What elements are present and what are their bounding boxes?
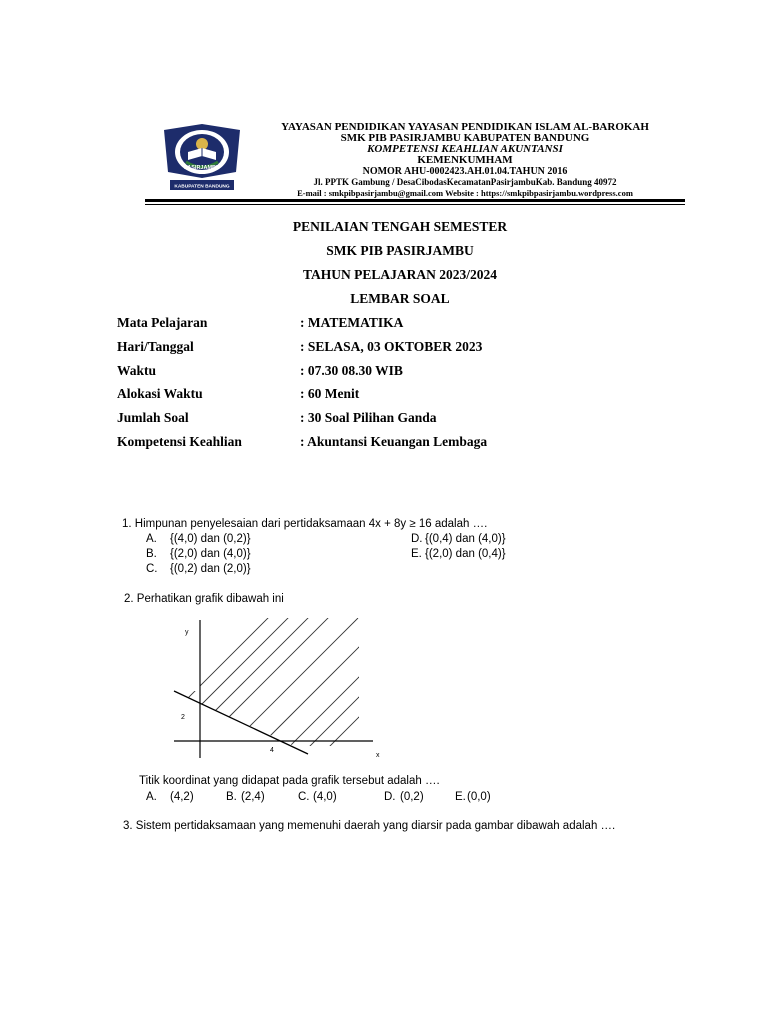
ministry: KEMENKUMHAM bbox=[417, 154, 513, 166]
y-intercept-label: 2 bbox=[181, 714, 185, 721]
option-letter: B. bbox=[146, 548, 157, 560]
option-letter: C. bbox=[146, 563, 158, 575]
option-text: {(2,0) dan (4,0)} bbox=[170, 548, 251, 560]
option-text: (4,2) bbox=[170, 791, 194, 803]
option-text: (4,0) bbox=[313, 791, 337, 803]
header-rule-thick bbox=[145, 199, 685, 202]
svg-text:PASIRJAMBU: PASIRJAMBU bbox=[184, 165, 220, 171]
x-intercept-label: 4 bbox=[270, 747, 274, 754]
meta-label: Jumlah Soal bbox=[117, 410, 189, 425]
sheet-title: LEMBAR SOAL bbox=[350, 291, 450, 306]
option-text: (0,0) bbox=[467, 791, 491, 803]
option-letter: D. bbox=[384, 791, 396, 803]
meta-value: : 07.30 08.30 WIB bbox=[300, 363, 403, 378]
option-letter: E. bbox=[455, 791, 466, 803]
option-letter: D. bbox=[411, 533, 423, 545]
foundation-name: YAYASAN PENDIDIKAN YAYASAN PENDIDIKAN ISLAM AL-BAROKAH bbox=[281, 121, 649, 133]
address: Jl. PPTK Gambung / DesaCibodasKecamatanPasirjambuKab. Bandung 40972 bbox=[313, 177, 617, 187]
x-axis-label: x bbox=[376, 752, 380, 759]
option-letter: A. bbox=[146, 533, 157, 545]
option-text: {(0,2) dan (2,0)} bbox=[170, 563, 251, 575]
y-axis-label: y bbox=[185, 629, 189, 636]
meta-value: : 30 Soal Pilihan Ganda bbox=[300, 410, 437, 425]
option-text: (2,4) bbox=[241, 791, 265, 803]
contact: E-mail : smkpibpasirjambu@gmail.com Website : https://smkpibpasirjambu.wordpress.com bbox=[297, 188, 633, 198]
option-text: (0,2) bbox=[400, 791, 424, 803]
question-3: 3. Sistem pertidaksamaan yang memenuhi daerah yang diarsir pada gambar dibawah adalah …. bbox=[123, 820, 616, 832]
meta-label: Mata Pelajaran bbox=[117, 315, 208, 330]
meta-value: : MATEMATIKA bbox=[300, 315, 404, 330]
meta-value: : 60 Menit bbox=[300, 386, 360, 401]
option-letter: B. bbox=[226, 791, 237, 803]
option-text: {(0,4) dan (4,0)} bbox=[425, 533, 506, 545]
letterhead bbox=[265, 122, 665, 199]
option-letter: A. bbox=[146, 791, 157, 803]
meta-value: : Akuntansi Keuangan Lembaga bbox=[300, 434, 488, 449]
school-title: SMK PIB PASIRJAMBU bbox=[326, 243, 474, 258]
registration-number: NOMOR AHU-0002423.AH.01.04.TAHUN 2016 bbox=[362, 166, 568, 177]
shaded-region-graph bbox=[168, 618, 390, 764]
header-rule-thin bbox=[145, 204, 685, 205]
meta-label: Hari/Tanggal bbox=[117, 339, 194, 354]
academic-year: TAHUN PELAJARAN 2023/2024 bbox=[302, 267, 497, 282]
question-2-prompt: Titik koordinat yang didapat pada grafik tersebut adalah …. bbox=[139, 775, 440, 787]
meta-label: Waktu bbox=[117, 363, 157, 378]
option-text: {(4,0) dan (0,2)} bbox=[170, 533, 251, 545]
option-letter: C. bbox=[298, 791, 310, 803]
meta-label: Kompetensi Keahlian bbox=[117, 434, 242, 449]
option-text: {(2,0) dan (0,4)} bbox=[425, 548, 506, 560]
school-logo bbox=[158, 122, 246, 194]
school-name: SMK PIB PASIRJAMBU KABUPATEN BANDUNG bbox=[340, 132, 590, 144]
boundary-line bbox=[174, 691, 308, 754]
question-2: 2. Perhatikan grafik dibawah ini bbox=[124, 593, 284, 605]
option-letter: E. bbox=[411, 548, 422, 560]
meta-value: : SELASA, 03 OKTOBER 2023 bbox=[300, 339, 483, 354]
svg-text:KABUPATEN BANDUNG: KABUPATEN BANDUNG bbox=[174, 184, 230, 190]
question-1: 1. Himpunan penyelesaian dari pertidaksamaan 4x + 8y ≥ 16 adalah …. bbox=[122, 518, 488, 530]
competency: KOMPETENSI KEAHLIAN AKUNTANSI bbox=[367, 143, 563, 155]
exam-title: PENILAIAN TENGAH SEMESTER bbox=[292, 219, 508, 234]
meta-label: Alokasi Waktu bbox=[117, 386, 203, 401]
